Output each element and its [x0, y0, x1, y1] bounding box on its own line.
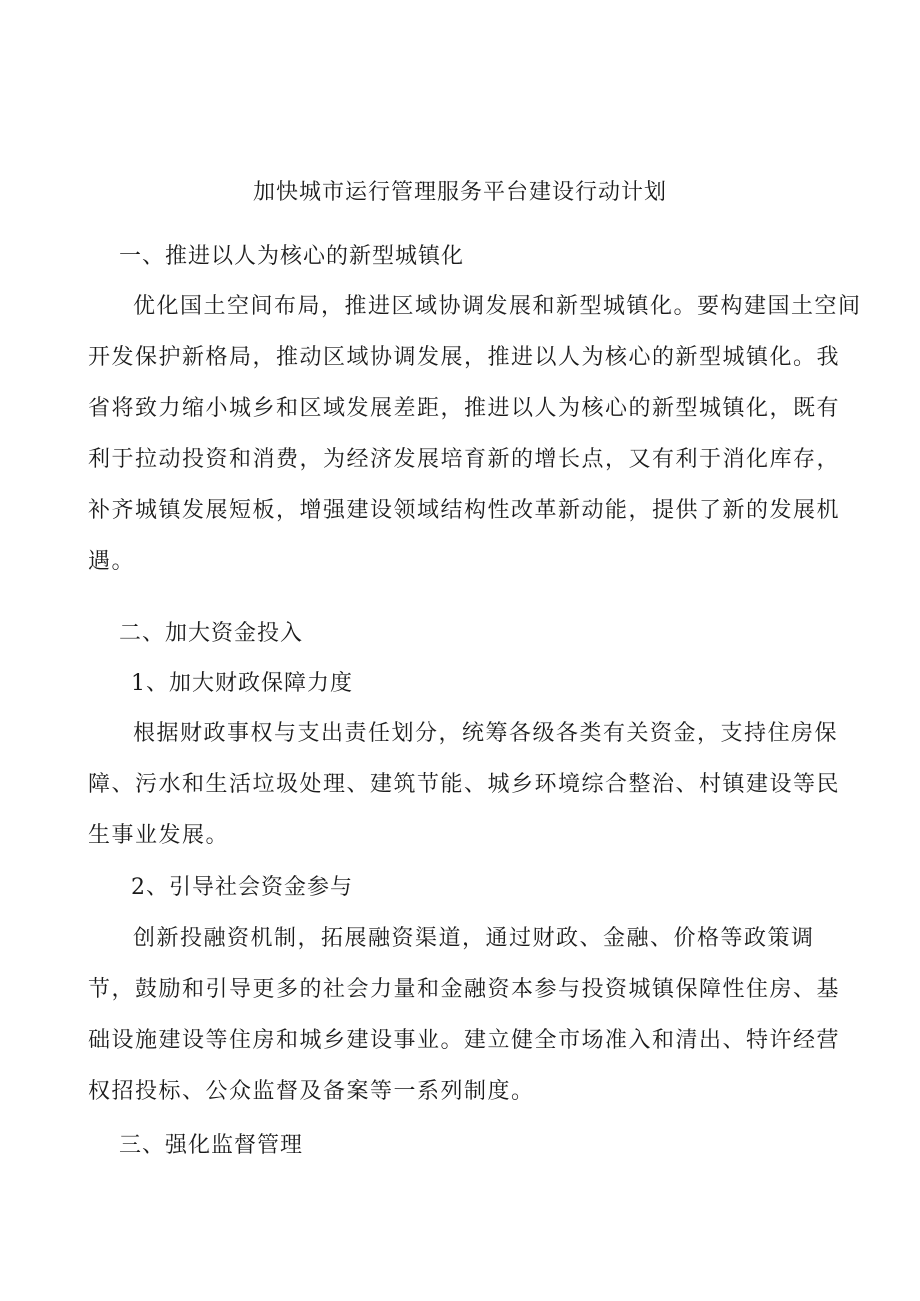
- paragraph-line: 省将致力缩小城乡和区域发展差距，推进以人为核心的新型城镇化，既有: [88, 396, 841, 421]
- paragraph-line: 利于拉动投资和消费，为经济发展培育新的增长点，又有利于消化库存，: [88, 447, 841, 472]
- section-2-heading: 二、加大资金投入: [119, 621, 304, 646]
- section-3-heading: 三、强化监督管理: [119, 1133, 304, 1158]
- document-title: 加快城市运行管理服务平台建设行动计划: [252, 180, 667, 205]
- paragraph-line: 遇。: [88, 549, 136, 574]
- subsection-2-1-paragraph: [88, 708, 840, 861]
- paragraph-line: 补齐城镇发展短板，增强建设领域结构性改革新动能，提供了新的发展机: [88, 498, 841, 523]
- subsection-2-2-heading: 2、引导社会资金参与: [131, 875, 353, 900]
- paragraph-line: 根据财政事权与支出责任划分，统筹各级各类有关资金，支持住房保: [133, 721, 839, 746]
- paragraph-line: 创新投融资机制，拓展融资渠道，通过财政、金融、价格等政策调: [133, 926, 815, 951]
- section-1-paragraph: [88, 281, 862, 587]
- paragraph-line: 障、污水和生活垃圾处理、建筑节能、城乡环境综合整治、村镇建设等民: [88, 772, 841, 797]
- paragraph-line: 权招投标、公众监督及备案等一系列制度。: [88, 1079, 535, 1104]
- section-1-heading: 一、推进以人为核心的新型城镇化: [119, 244, 465, 269]
- paragraph-line: 础设施建设等住房和城乡建设事业。建立健全市场准入和清出、特许经营: [88, 1028, 841, 1053]
- subsection-2-1-heading: 1、加大财政保障力度: [131, 671, 353, 696]
- subsection-2-2-paragraph: [88, 913, 840, 1117]
- paragraph-line: 节，鼓励和引导更多的社会力量和金融资本参与投资城镇保障性住房、基: [88, 977, 841, 1002]
- paragraph-line: 优化国土空间布局，推进区域协调发展和新型城镇化。要构建国土空间: [133, 294, 862, 319]
- paragraph-line: 开发保护新格局，推动区域协调发展，推进以人为核心的新型城镇化。我: [88, 345, 841, 370]
- paragraph-line: 生事业发展。: [88, 823, 230, 848]
